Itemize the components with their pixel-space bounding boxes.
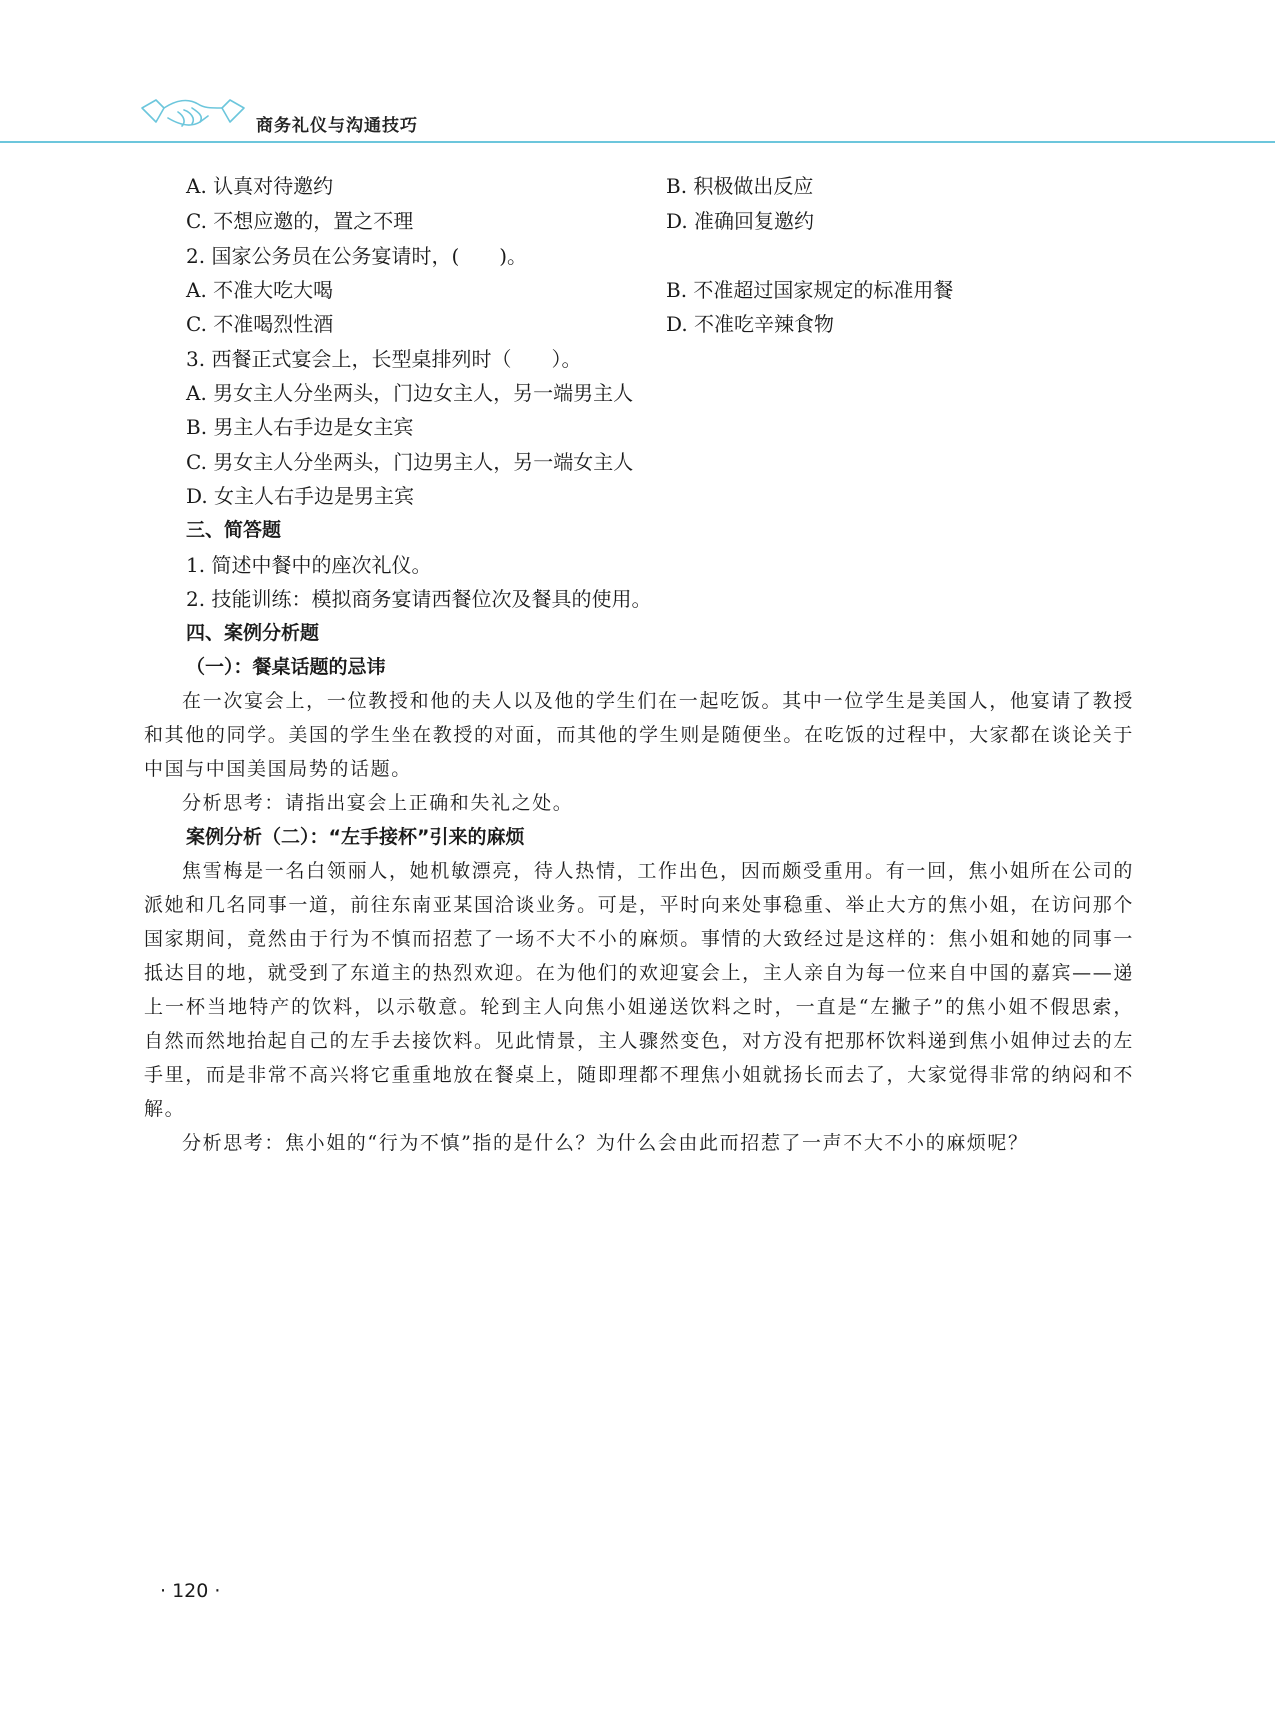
case1-title: （一）：餐桌话题的忌讳 xyxy=(186,656,386,678)
book-title: 商务礼仪与沟通技巧 xyxy=(256,116,418,136)
q2-option-a: A. 不准大吃大喝 xyxy=(186,278,334,302)
q1-option-b: B. 积极做出反应 xyxy=(666,174,814,198)
short-answer-item: 1. 简述中餐中的座次礼仪。 xyxy=(186,553,432,577)
case-analysis-heading: 四、案例分析题 xyxy=(186,622,320,644)
q3-option-c: C. 男女主人分坐两头，门边男主人，另一端女主人 xyxy=(186,450,634,474)
case2-question: 分析思考：焦小姐的“行为不慎”指的是什么？为什么会由此而招惹了一声不大不小的麻烦呢？ xyxy=(182,1132,1029,1154)
case2-paragraph: 焦雪梅是一名白领丽人，她机敏漂亮，待人热情，工作出色，因而颇受重用。有一回，焦小姐所在公司的派她和几名同事一道，前往东南亚某国洽谈业务。可是，平时向来处事稳重、举止大方的焦小姐，在访问那个国家期间，竟然由于行为不慎而招惹了一场不大不小的麻烦。事情的大致经过是这样的：焦小姐和她的同事一抵达目的地，就受到了东道主的热烈欢迎。在为他们的欢迎宴会上，主人亲自为每一位来自中国的嘉宾——递上一杯当地特产的饮料，以示敬意。轮到主人向焦小姐递送饮料之时，一直是“左撇子”的焦小姐不假思索，自然而然地抬起自己的左手去接饮料。见此情景，主人骤然变色，对方没有把那杯饮料递到焦小姐伸过去的左手里，而是非常不高兴将它重重地放在餐桌上，随即理都不理焦小姐就扬长而去了，大家觉得非常的纳闷和不解。 xyxy=(144,860,1134,1120)
case1-question: 分析思考：请指出宴会上正确和失礼之处。 xyxy=(182,792,574,814)
header-divider xyxy=(0,141,1275,143)
q2-option-b: B. 不准超过国家规定的标准用餐 xyxy=(666,278,954,302)
q1-option-a: A. 认真对待邀约 xyxy=(186,174,334,198)
q3-option-b: B. 男主人右手边是女主宾 xyxy=(186,415,414,439)
q1-option-c: C. 不想应邀的，置之不理 xyxy=(186,209,414,233)
q3-option-a: A. 男女主人分坐两头，门边女主人，另一端男主人 xyxy=(186,381,634,405)
q1-option-d: D. 准确回复邀约 xyxy=(666,209,815,233)
short-answer-item: 2. 技能训练：模拟商务宴请西餐位次及餐具的使用。 xyxy=(186,587,652,611)
q3-stem: 3. 西餐正式宴会上，长型桌排列时（ ）。 xyxy=(186,347,582,371)
page-number: · 120 · xyxy=(160,1580,221,1602)
handshake-icon xyxy=(138,78,248,138)
q2-option-c: C. 不准喝烈性酒 xyxy=(186,312,334,336)
case2-title: 案例分析（二）：“左手接杯”引来的麻烦 xyxy=(186,826,525,848)
page-header xyxy=(0,0,1275,145)
q2-stem: 2. 国家公务员在公务宴请时，( )。 xyxy=(186,244,528,268)
case1-paragraph: 在一次宴会上，一位教授和他的夫人以及他的学生们在一起吃饭。其中一位学生是美国人，他宴请了教授和其他的同学。美国的学生坐在教授的对面，而其他的学生则是随便坐。在吃饭的过程中，大家都在谈论关于中国与中国美国局势的话题。 xyxy=(144,690,1134,780)
q3-option-d: D. 女主人右手边是男主宾 xyxy=(186,484,415,508)
short-answer-heading: 三、简答题 xyxy=(186,519,282,541)
q2-option-d: D. 不准吃辛辣食物 xyxy=(666,312,835,336)
